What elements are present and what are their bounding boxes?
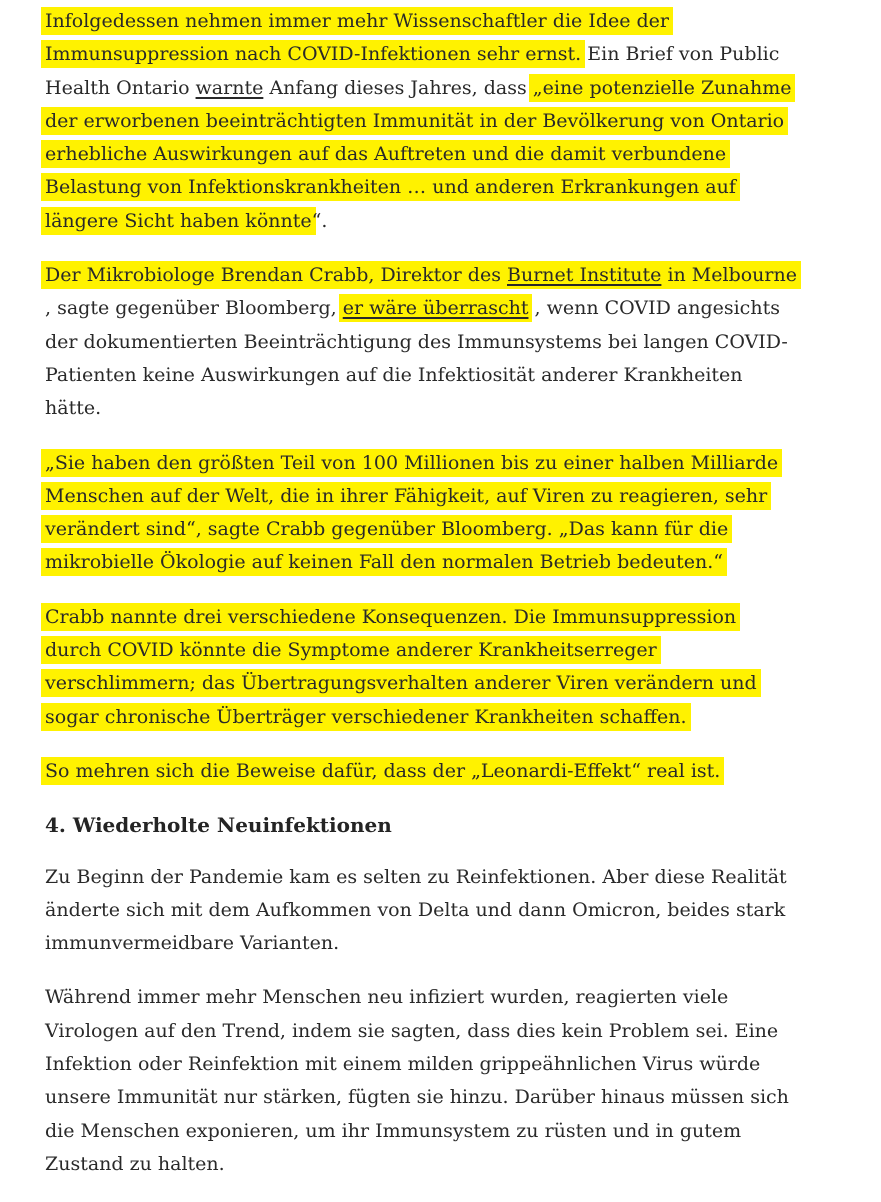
- body-text: Zu Beginn der Pandemie kam es selten zu Reinfektionen. Aber diese Realität: [45, 865, 787, 888]
- body-text: der dokumentierten Beeinträchtigung des Immunsystems bei langen COVID-: [45, 330, 788, 353]
- highlighted-text: „Sie haben den größten Teil von 100 Millionen bis zu einer halben Milliarde: [45, 449, 778, 477]
- body-text: die Menschen exponieren, um ihr Immunsystem zu rüsten und in gutem: [45, 1119, 742, 1142]
- highlighted-text: So mehren sich die Beweise dafür, dass der „Leonardi-Effekt“ real ist.: [45, 757, 720, 785]
- text-line: [45, 447, 835, 480]
- text-line: [45, 1015, 835, 1048]
- text-line: [45, 634, 835, 667]
- body-text: änderte sich mit dem Aufkommen von Delta und dann Omicron, beides stark: [45, 898, 786, 921]
- body-text: , sagte gegenüber Bloomberg,: [45, 297, 343, 320]
- highlighted-text: [343, 294, 529, 322]
- text-line: [45, 392, 835, 425]
- text-line: [45, 138, 835, 171]
- highlighted-text: sogar chronische Überträger verschiedener Krankheiten schaffen.: [45, 703, 687, 731]
- section-heading: 4. Wiederholte Neuinfektionen: [45, 813, 392, 838]
- body-text: hätte.: [45, 397, 102, 420]
- paragraph-crabb-quote: [45, 447, 835, 580]
- highlighted-text: Immunsuppression nach COVID-Infektionen sehr ernst.: [45, 40, 581, 68]
- body-text: Health Ontario: [45, 76, 196, 99]
- text-line: [45, 1048, 835, 1081]
- body-text: Patienten keine Auswirkungen auf die Infektiosität anderer Krankheiten: [45, 363, 743, 386]
- highlighted-text-part: Der Mikrobiologe Brendan Crabb, Direktor des: [45, 264, 507, 287]
- paragraph-consequences: [45, 601, 835, 734]
- text-line: [45, 1148, 835, 1181]
- body-text: Ein Brief von Public: [581, 43, 780, 66]
- body-text: Infektion oder Reinfektion mit einem milden grippeähnlichen Virus würde: [45, 1053, 761, 1076]
- body-text: immunvermeidbare Varianten.: [45, 932, 340, 955]
- text-line: [45, 1081, 835, 1114]
- highlighted-text: durch COVID könnte die Symptome anderer Krankheitserreger: [45, 636, 657, 664]
- paragraph-reinfections: [45, 861, 835, 961]
- text-line: [45, 359, 835, 392]
- highlighted-text: Belastung von Infektionskrankheiten … und anderen Erkrankungen auf: [45, 173, 736, 201]
- highlighted-text: erhebliche Auswirkungen auf das Auftreten und die damit verbundene: [45, 140, 726, 168]
- paragraph-leonardi-effect: [45, 755, 835, 788]
- text-line: [45, 5, 835, 38]
- body-text: Virologen auf den Trend, indem sie sagten, dass dies kein Problem sei. Eine: [45, 1019, 779, 1042]
- body-text: , wenn COVID angesichts: [528, 297, 780, 320]
- er-waere-ueberrascht-link[interactable]: er wäre überrascht: [342, 297, 529, 320]
- text-line: [45, 861, 835, 894]
- text-line: [45, 981, 835, 1014]
- text-line: [45, 105, 835, 138]
- text-line: [45, 38, 835, 71]
- highlighted-text: [45, 261, 797, 289]
- text-line: [45, 1115, 835, 1148]
- body-text: Anfang dieses Jahres, dass: [263, 76, 533, 99]
- highlighted-text: verändert sind“, sagte Crabb gegenüber Bloomberg. „Das kann für die: [45, 515, 728, 543]
- text-line: [45, 205, 835, 238]
- highlighted-text: „eine potenzielle Zunahme: [533, 74, 792, 102]
- highlighted-text-part: in Melbourne: [661, 264, 797, 287]
- burnet-institute-link[interactable]: Burnet Institute: [507, 264, 662, 287]
- highlighted-text: Crabb nannte drei verschiedene Konsequenzen. Die Immunsuppression: [45, 603, 736, 631]
- text-line: [45, 701, 835, 734]
- highlighted-text: Menschen auf der Welt, die in ihrer Fähigkeit, auf Viren zu reagieren, sehr: [45, 482, 767, 510]
- highlighted-text: längere Sicht haben könnte: [45, 207, 312, 235]
- text-line: [45, 667, 835, 700]
- body-text: “.: [311, 209, 328, 232]
- article-body: [45, 5, 835, 1202]
- paragraph-immunosuppression: [45, 5, 835, 238]
- highlighted-text: mikrobielle Ökologie auf keinen Fall den normalen Betrieb bedeuten.“: [45, 548, 723, 576]
- text-line: [45, 894, 835, 927]
- paragraph-virologists: [45, 981, 835, 1181]
- body-text: Zustand zu halten.: [45, 1152, 225, 1175]
- text-line: [45, 480, 835, 513]
- body-text: unsere Immunität nur stärken, fügten sie hinzu. Darüber hinaus müssen sich: [45, 1086, 789, 1109]
- text-line: [45, 326, 835, 359]
- body-text: Während immer mehr Menschen neu infiziert wurden, reagierten viele: [45, 986, 729, 1009]
- text-line: [45, 927, 835, 960]
- highlighted-text: verschlimmern; das Übertragungsverhalten anderer Viren verändern und: [45, 669, 757, 697]
- text-line: [45, 171, 835, 204]
- text-line: [45, 72, 835, 105]
- highlighted-text: der erworbenen beeinträchtigten Immunität in der Bevölkerung von Ontario: [45, 107, 784, 135]
- text-line: [45, 601, 835, 634]
- highlighted-text: Infolgedessen nehmen immer mehr Wissenschaftler die Idee der: [45, 7, 669, 35]
- text-line: [45, 259, 835, 292]
- text-line: [45, 513, 835, 546]
- text-line: [45, 755, 835, 788]
- warnte-link[interactable]: warnte: [195, 76, 264, 99]
- text-line: [45, 292, 835, 325]
- paragraph-crabb-intro: [45, 259, 835, 425]
- text-line: [45, 546, 835, 579]
